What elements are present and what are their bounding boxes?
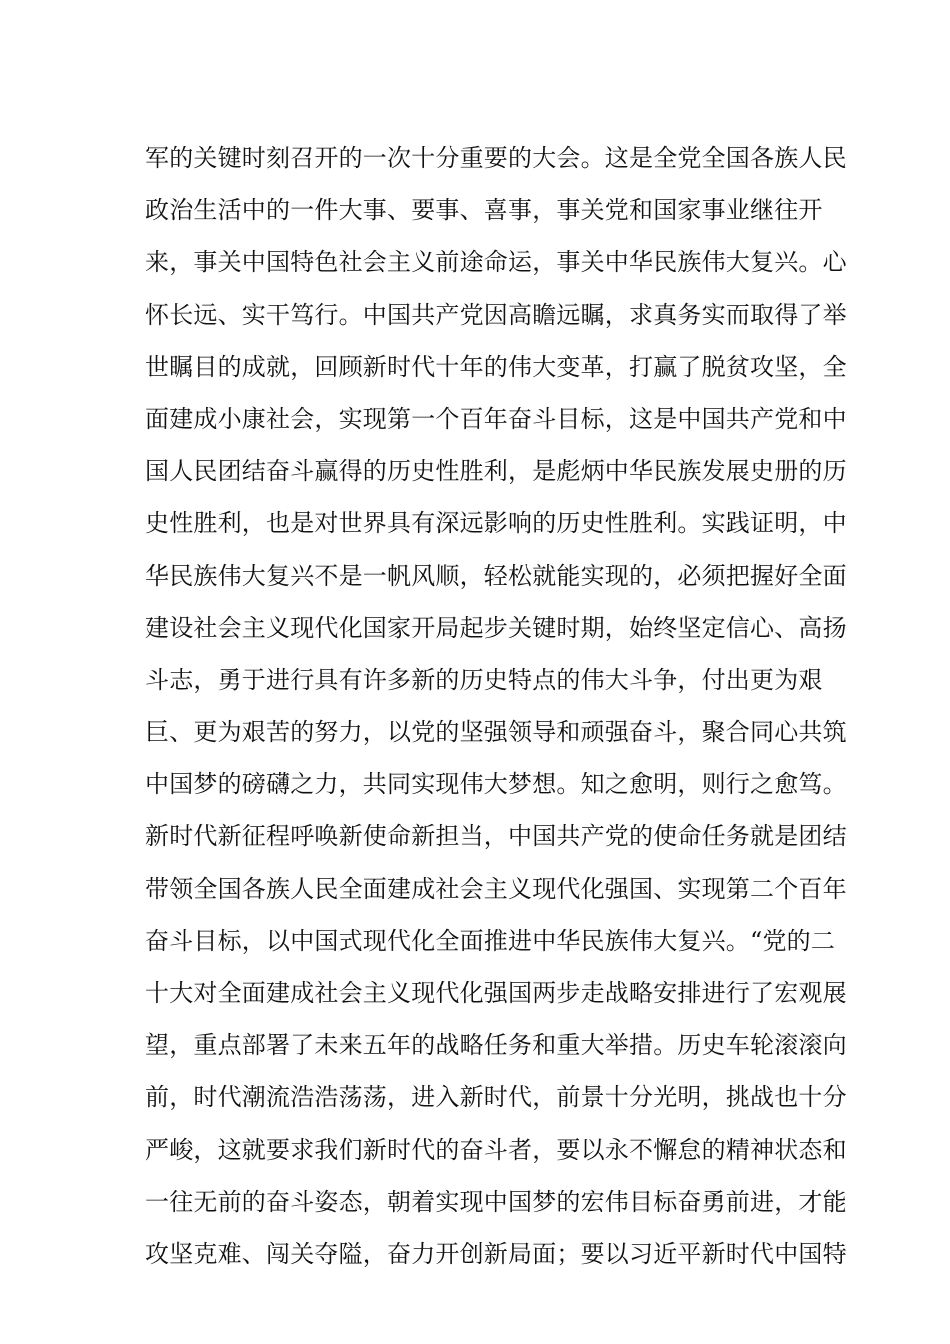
text-line: 怀长远、实干笃行。中国共产党因高瞻远瞩，求真务实而取得了举 (145, 300, 847, 329)
text-line: 斗志，勇于进行具有许多新的历史特点的伟大斗争，付出更为艰 (145, 665, 823, 694)
text-line: 巨、更为艰苦的努力，以党的坚强领导和顽强奋斗，聚合同心共筑 (145, 718, 847, 747)
text-line: 新时代新征程呼唤新使命新担当，中国共产党的使命任务就是团结 (145, 822, 847, 851)
text-line: 中国梦的磅礴之力，共同实现伟大梦想。知之愈明，则行之愈笃。 (145, 770, 847, 799)
text-line: 政治生活中的一件大事、要事、喜事，事关党和国家事业继往开 (145, 196, 823, 225)
text-line: 国人民团结奋斗赢得的历史性胜利，是彪炳中华民族发展史册的历 (145, 457, 847, 486)
text-line: 前，时代潮流浩浩荡荡，进入新时代，前景十分光明，挑战也十分 (145, 1083, 847, 1112)
text-line: 世瞩目的成就，回顾新时代十年的伟大变革，打赢了脱贫攻坚，全 (145, 352, 847, 381)
body-text (145, 132, 847, 1280)
text-line: 奋斗目标，以中国式现代化全面推进中华民族伟大复兴。“党的二 (145, 926, 836, 955)
text-line: 华民族伟大复兴不是一帆风顺，轻松就能实现的，必须把握好全面 (145, 561, 847, 590)
text-line: 一往无前的奋斗姿态，朝着实现中国梦的宏伟目标奋勇前进，才能 (145, 1187, 847, 1216)
text-line: 面建成小康社会，实现第一个百年奋斗目标，这是中国共产党和中 (145, 404, 847, 433)
text-line: 军的关键时刻召开的一次十分重要的大会。这是全党全国各族人民 (145, 144, 847, 172)
text-line: 史性胜利，也是对世界具有深远影响的历史性胜利。实践证明，中 (145, 509, 847, 538)
text-line: 望，重点部署了未来五年的战略任务和重大举措。历史车轮滚滚向 (145, 1031, 847, 1060)
text-line: 十大对全面建成社会主义现代化强国两步走战略安排进行了宏观展 (145, 979, 847, 1007)
text-line: 来，事关中国特色社会主义前途命运，事关中华民族伟大复兴。心 (145, 248, 847, 277)
text-line: 严峻，这就要求我们新时代的奋斗者，要以永不懈怠的精神状态和 (145, 1135, 847, 1164)
text-line: 攻坚克难、闯关夺隘，奋力开创新局面；要以习近平新时代中国特 (145, 1239, 847, 1268)
text-line: 带领全国各族人民全面建成社会主义现代化强国、实现第二个百年 (145, 874, 847, 903)
text-line: 建设社会主义现代化国家开局起步关键时期，始终坚定信心、高扬 (145, 613, 847, 642)
